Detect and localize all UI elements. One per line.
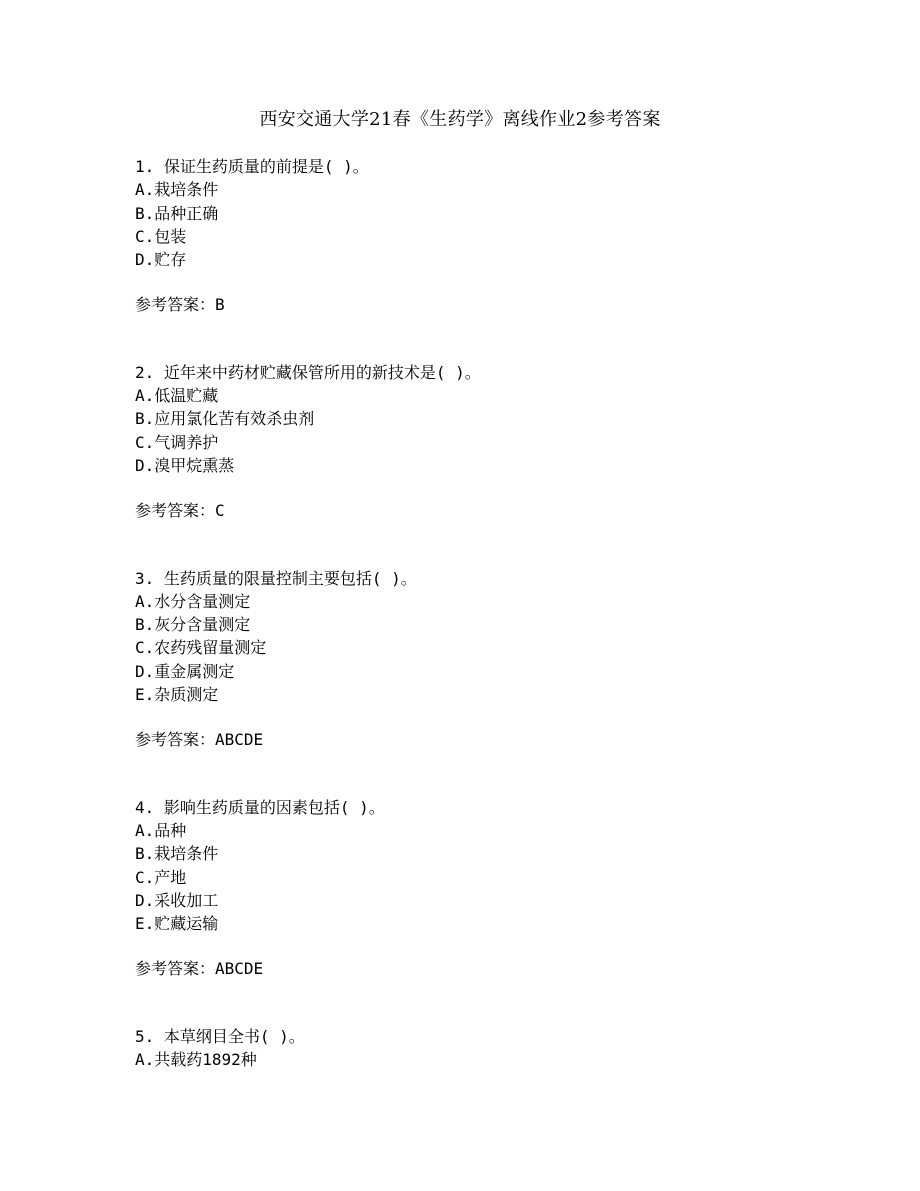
question-spacer xyxy=(135,523,835,567)
question-spacer xyxy=(135,981,835,1025)
option-a: A.共载药1892种 xyxy=(135,1050,257,1070)
question-list xyxy=(135,155,835,1071)
question-2 xyxy=(135,361,835,523)
option-c: C.产地 xyxy=(135,867,187,887)
option-a: A.品种 xyxy=(135,820,187,840)
option-a: A.水分含量测定 xyxy=(135,591,251,611)
option-b: B.应用氯化苦有效杀虫剂 xyxy=(135,409,315,429)
question-5 xyxy=(135,1025,835,1072)
option-d: D.贮存 xyxy=(135,250,187,270)
question-3 xyxy=(135,567,835,752)
question-spacer xyxy=(135,752,835,796)
option-d: D.溴甲烷熏蒸 xyxy=(135,455,235,475)
document-title: 西安交通大学21春《生药学》离线作业2参考答案 xyxy=(259,109,661,130)
option-a: A.低温贮藏 xyxy=(135,386,219,406)
question-stem: 2. 近年来中药材贮藏保管所用的新技术是( )。 xyxy=(135,362,481,382)
question-stem: 1. 保证生药质量的前提是( )。 xyxy=(135,157,369,176)
option-d: D.重金属测定 xyxy=(135,661,235,681)
question-stem: 3. 生药质量的限量控制主要包括( )。 xyxy=(135,568,417,588)
answer-label: 参考答案：ABCDE xyxy=(135,959,264,979)
option-e: E.杂质测定 xyxy=(135,685,219,705)
answer-label: 参考答案：C xyxy=(135,501,225,521)
option-b: B.灰分含量测定 xyxy=(135,615,251,635)
option-a: A.栽培条件 xyxy=(135,180,219,200)
answer-label: 参考答案：B xyxy=(135,295,225,315)
option-e: E.贮藏运输 xyxy=(135,914,219,934)
question-1 xyxy=(135,155,835,317)
question-stem: 5. 本草纲目全书( )。 xyxy=(135,1026,305,1046)
question-spacer xyxy=(135,317,835,361)
option-d: D.采收加工 xyxy=(135,890,219,910)
option-c: C.气调养护 xyxy=(135,432,219,452)
option-c: C.农药残留量测定 xyxy=(135,638,267,658)
option-c: C.包装 xyxy=(135,226,187,246)
question-stem: 4. 影响生药质量的因素包括( )。 xyxy=(135,797,385,817)
option-b: B.栽培条件 xyxy=(135,844,219,864)
question-4 xyxy=(135,796,835,981)
option-b: B.品种正确 xyxy=(135,203,219,223)
answer-label: 参考答案：ABCDE xyxy=(135,730,264,750)
